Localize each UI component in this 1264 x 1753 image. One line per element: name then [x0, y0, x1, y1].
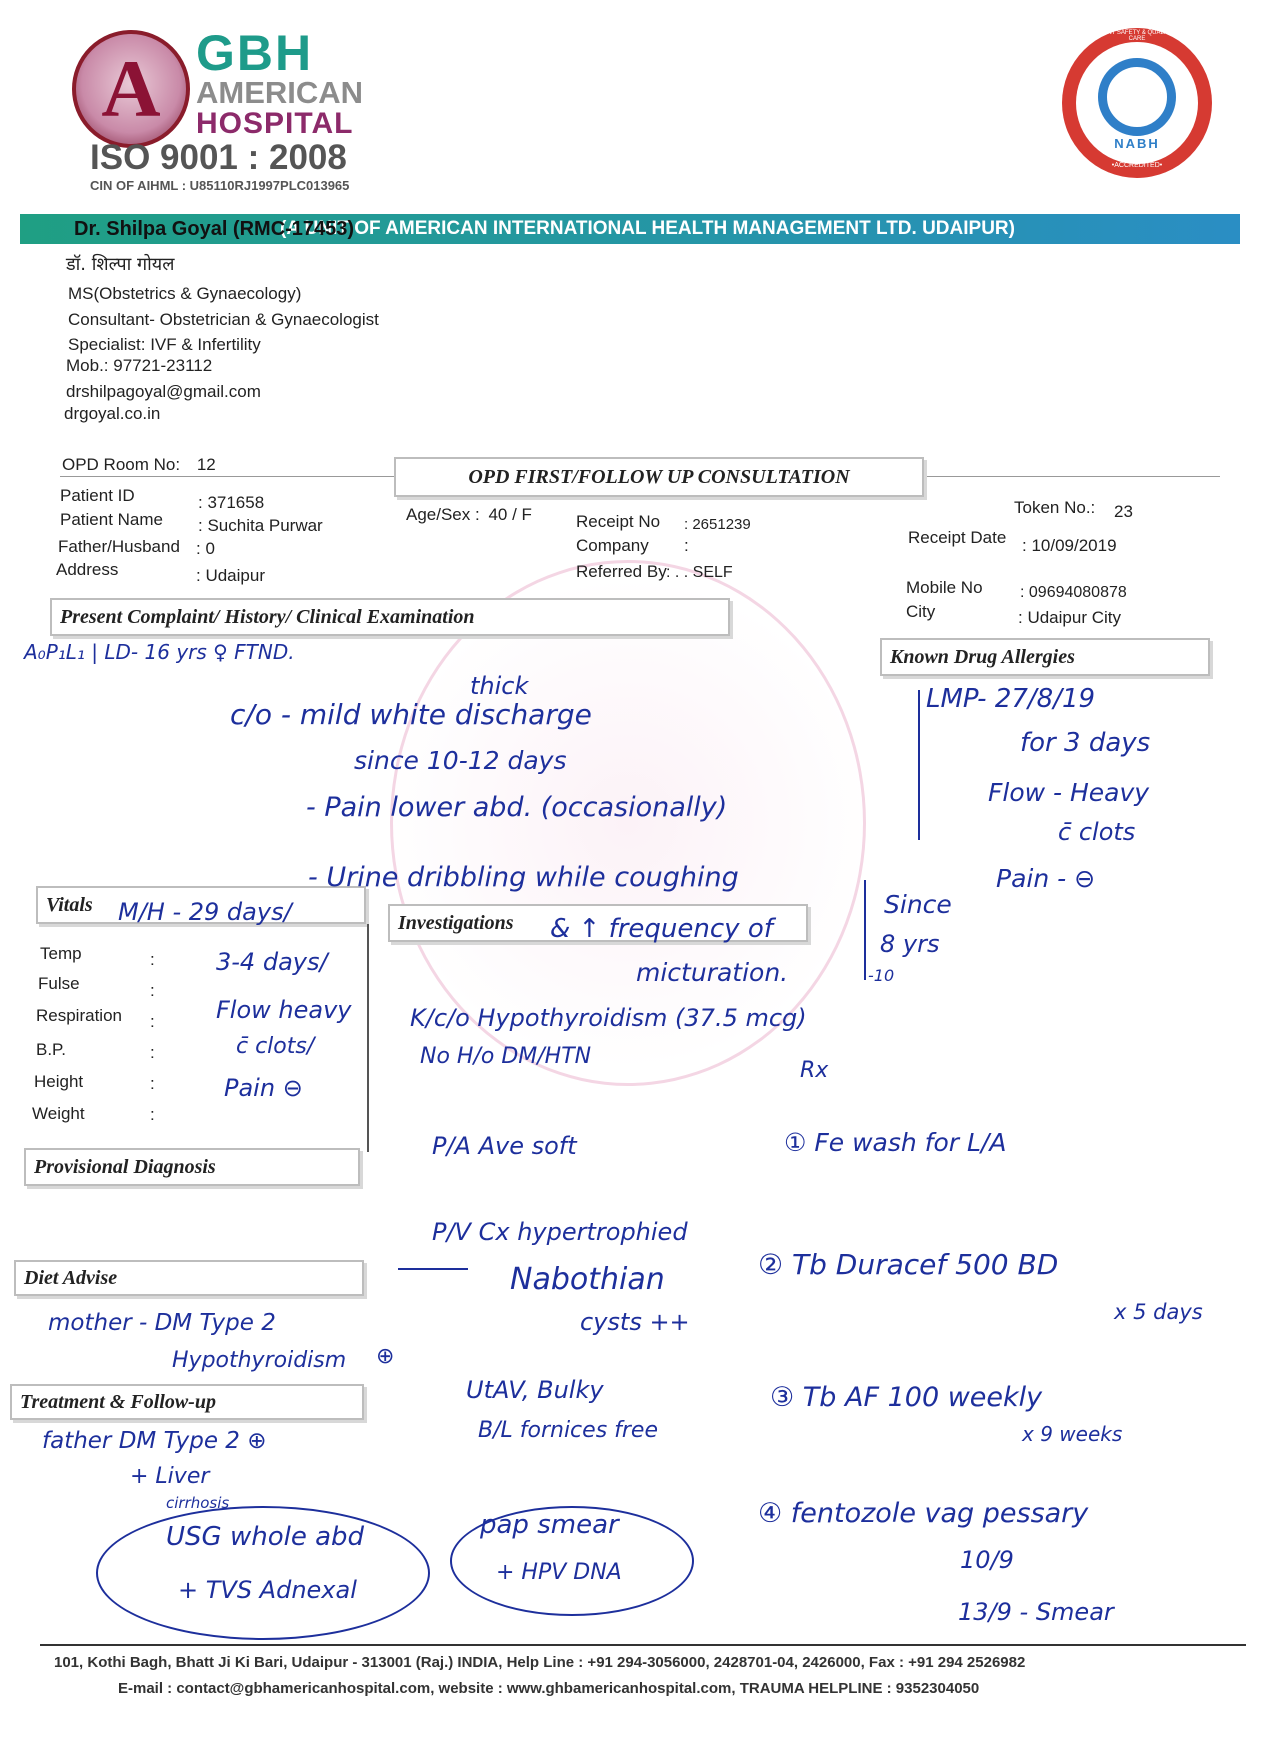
doctor-specialist: Specialist: IVF & Infertility — [68, 335, 261, 354]
logo-letter: A — [101, 43, 161, 134]
hw-mh5: Pain ⊖ — [224, 1074, 303, 1102]
address-label: Address — [56, 560, 119, 579]
vital-colons: : : : : : : — [150, 950, 155, 1124]
hw-rx1: ① Fe wash for L/A — [784, 1128, 1007, 1157]
nabh-badge — [1062, 28, 1212, 178]
hw-rx2: ② Tb Duracef 500 BD — [758, 1248, 1059, 1281]
hw-lmp4: c̄ clots — [1058, 818, 1136, 846]
hw-cysts: cysts ++ — [580, 1308, 690, 1336]
hw-underline — [398, 1268, 468, 1270]
hw-thick: thick — [470, 672, 529, 700]
hw-mh3: Flow heavy — [216, 996, 352, 1024]
vital-respiration-label: Respiration — [36, 1006, 122, 1025]
company-label: Company — [576, 536, 649, 555]
patient-name-label: Patient Name — [60, 510, 163, 529]
hw-complaint6: micturation. — [636, 958, 789, 987]
doctor-mobile: Mob.: 97721-23112 — [66, 356, 213, 375]
doctor-name-hindi: डॉ. शिल्पा गोयल — [66, 254, 175, 275]
hw-since: Since — [884, 890, 952, 919]
agesex — [406, 505, 532, 525]
section-investigations: Investigations — [388, 904, 808, 942]
referred-value: : . . SELF — [666, 564, 733, 581]
company-value: : — [684, 536, 689, 555]
brand-name — [196, 25, 396, 140]
token-value: 23 — [1114, 502, 1133, 521]
section-complaint: Present Complaint/ History/ Clinical Examination — [50, 598, 730, 636]
hw-lmp1: LMP- 27/8/19 — [926, 684, 1096, 714]
hw-rx4b: 10/9 — [960, 1546, 1014, 1574]
father-label: Father/Husband — [58, 537, 180, 556]
father-value: : 0 — [196, 539, 215, 558]
doctor-degree: MS(Obstetrics & Gynaecology) — [68, 284, 302, 303]
vital-temp-label: Temp — [40, 944, 82, 963]
hw-rx3: ③ Tb AF 100 weekly — [770, 1382, 1043, 1413]
doctor-email: drshilpagoyal@gmail.com — [66, 382, 261, 401]
hw-complaint2: since 10-12 days — [354, 746, 567, 775]
hw-since3: -10 — [868, 966, 895, 985]
hw-mh1: M/H - 29 days/ — [118, 898, 292, 926]
agesex-label: Age/Sex : — [406, 505, 480, 524]
hw-usg2: + TVS Adnexal — [178, 1576, 357, 1604]
doctor-name: Dr. Shilpa Goyal (RMC-17453) — [74, 218, 355, 240]
hw-rx4: ④ fentozole vag pessary — [758, 1498, 1089, 1529]
section-allergies: Known Drug Allergies — [880, 638, 1210, 676]
hw-noho: No H/o DM/HTN — [420, 1044, 592, 1069]
receipt-date-value: : 10/09/2019 — [1022, 536, 1117, 555]
doctor-role: Consultant- Obstetrician & Gynaecologist — [68, 310, 379, 329]
referred-label: Referred By — [576, 562, 667, 581]
hw-father2: + Liver — [130, 1464, 210, 1489]
agesex-value: 40 / F — [488, 505, 532, 524]
mobile-label: Mobile No — [906, 578, 983, 597]
iso-text: ISO 9001 : 2008 — [90, 138, 347, 177]
vitals-divider — [367, 924, 369, 1152]
patient-id-value: : 371658 — [198, 493, 265, 512]
hw-rx4c: 13/9 - Smear — [958, 1598, 1114, 1626]
hw-complaint3: - Pain lower abd. (occasionally) — [306, 792, 728, 823]
hw-lmp5: Pain - ⊖ — [996, 864, 1096, 893]
section-diet: Diet Advise — [14, 1260, 364, 1296]
vital-pulse-label: Fulse — [38, 974, 80, 993]
hw-rx3b: x 9 weeks — [1022, 1422, 1123, 1446]
hw-pv: P/V Cx hypertrophied — [432, 1218, 688, 1246]
hw-mh4: c̄ clots/ — [236, 1034, 315, 1059]
receipt-value: : 2651239 — [684, 516, 751, 533]
cin-text: CIN OF AIHML : U85110RJ1997PLC013965 — [90, 178, 350, 193]
receipt-date-label: Receipt Date — [908, 528, 1007, 547]
footer-address: 101, Kothi Bagh, Bhatt Ji Ki Bari, Udaipur - 313001 (Raj.) INDIA, Help Line : +91 294-3056000, 2428701-04, 2426000, Fax : +91 294 2526982 — [54, 1654, 1026, 1671]
patient-name-value: : Suchita Purwar — [198, 516, 323, 535]
hw-usg1: USG whole abd — [166, 1522, 365, 1552]
hw-pa: P/A Ave soft — [432, 1132, 577, 1160]
hw-pap1: pap smear — [480, 1510, 619, 1540]
section-vitals: Vitals — [36, 886, 366, 924]
footer-contact: E-mail : contact@gbhamericanhospital.com, website : www.ghbamericanhospital.com, TRAUMA HELPLINE : 9352304050 — [118, 1680, 980, 1697]
hw-diet2: Hypothyroidism — [172, 1348, 347, 1373]
hw-rx: Rx — [800, 1058, 829, 1083]
opd-room-value: 12 — [196, 455, 216, 474]
doctor-website: drgoyal.co.in — [64, 404, 161, 423]
city-value: : Udaipur City — [1018, 608, 1121, 627]
brand-line1: GBH — [196, 25, 314, 81]
nabh-ring-text: PATIENT SAFETY & QUALITY OF CARE — [1090, 30, 1184, 42]
vital-weight-label: Weight — [32, 1104, 85, 1123]
patient-id-label: Patient ID — [60, 486, 135, 505]
hw-rx2b: x 5 days — [1114, 1300, 1203, 1324]
hw-kco: K/c/o Hypothyroidism (37.5 mcg) — [410, 1004, 807, 1032]
section-treatment: Treatment & Follow-up — [10, 1384, 364, 1420]
hw-fornices: B/L fornices free — [478, 1418, 659, 1443]
token-label: Token No.: — [1014, 498, 1096, 517]
hw-lmp3: Flow - Heavy — [988, 778, 1150, 807]
hw-lmp2: for 3 days — [1020, 728, 1151, 758]
hw-mh2: 3-4 days/ — [216, 948, 328, 976]
vital-height-label: Height — [34, 1072, 84, 1091]
hw-father1: father DM Type 2 ⊕ — [42, 1428, 267, 1454]
mobile-value: : 09694080878 — [1020, 584, 1127, 601]
opd-room-label: OPD Room No: — [62, 455, 181, 474]
city-label: City — [906, 602, 936, 621]
hw-lmp-bracket — [918, 690, 920, 840]
brand-line2: AMERICAN — [196, 75, 364, 110]
hw-since2: 8 yrs — [880, 930, 940, 958]
brand-line3: HOSPITAL — [196, 107, 354, 140]
nabh-text: NABH — [1114, 136, 1160, 151]
hw-ut-bulky: UtAV, Bulky — [466, 1376, 604, 1404]
opd-room — [62, 455, 216, 475]
hw-obstetric: A₀P₁L₁ | LD- 16 yrs ♀ FTND. — [24, 640, 295, 664]
receipt-label: Receipt No — [576, 512, 661, 531]
hw-bracket — [864, 880, 866, 980]
section-diagnosis: Provisional Diagnosis — [24, 1148, 360, 1186]
hw-pap2: + HPV DNA — [496, 1560, 622, 1585]
form-title: OPD FIRST/FOLLOW UP CONSULTATION — [394, 457, 924, 497]
hospital-logo — [72, 30, 190, 148]
hw-diet1: mother - DM Type 2 — [48, 1310, 276, 1336]
vital-bp-label: B.P. — [36, 1040, 66, 1059]
unit-banner-text: (A UNIT OF AMERICAN INTERNATIONAL HEALTH MANAGEMENT LTD. UDAIPUR) — [280, 218, 1015, 239]
footer-rule — [40, 1644, 1246, 1646]
nabh-accredited: •ACCREDITED• — [1111, 162, 1163, 169]
hw-nabothian: Nabothian — [510, 1262, 665, 1297]
address-value: : Udaipur — [196, 566, 265, 585]
hw-diet3: ⊕ — [376, 1344, 395, 1369]
hw-father3: cirrhosis — [166, 1494, 230, 1512]
hw-complaint1: c/o - mild white discharge — [230, 698, 592, 731]
hw-complaint4: - Urine dribbling while coughing — [308, 862, 739, 893]
hw-complaint5: & ↑ frequency of — [550, 914, 773, 944]
